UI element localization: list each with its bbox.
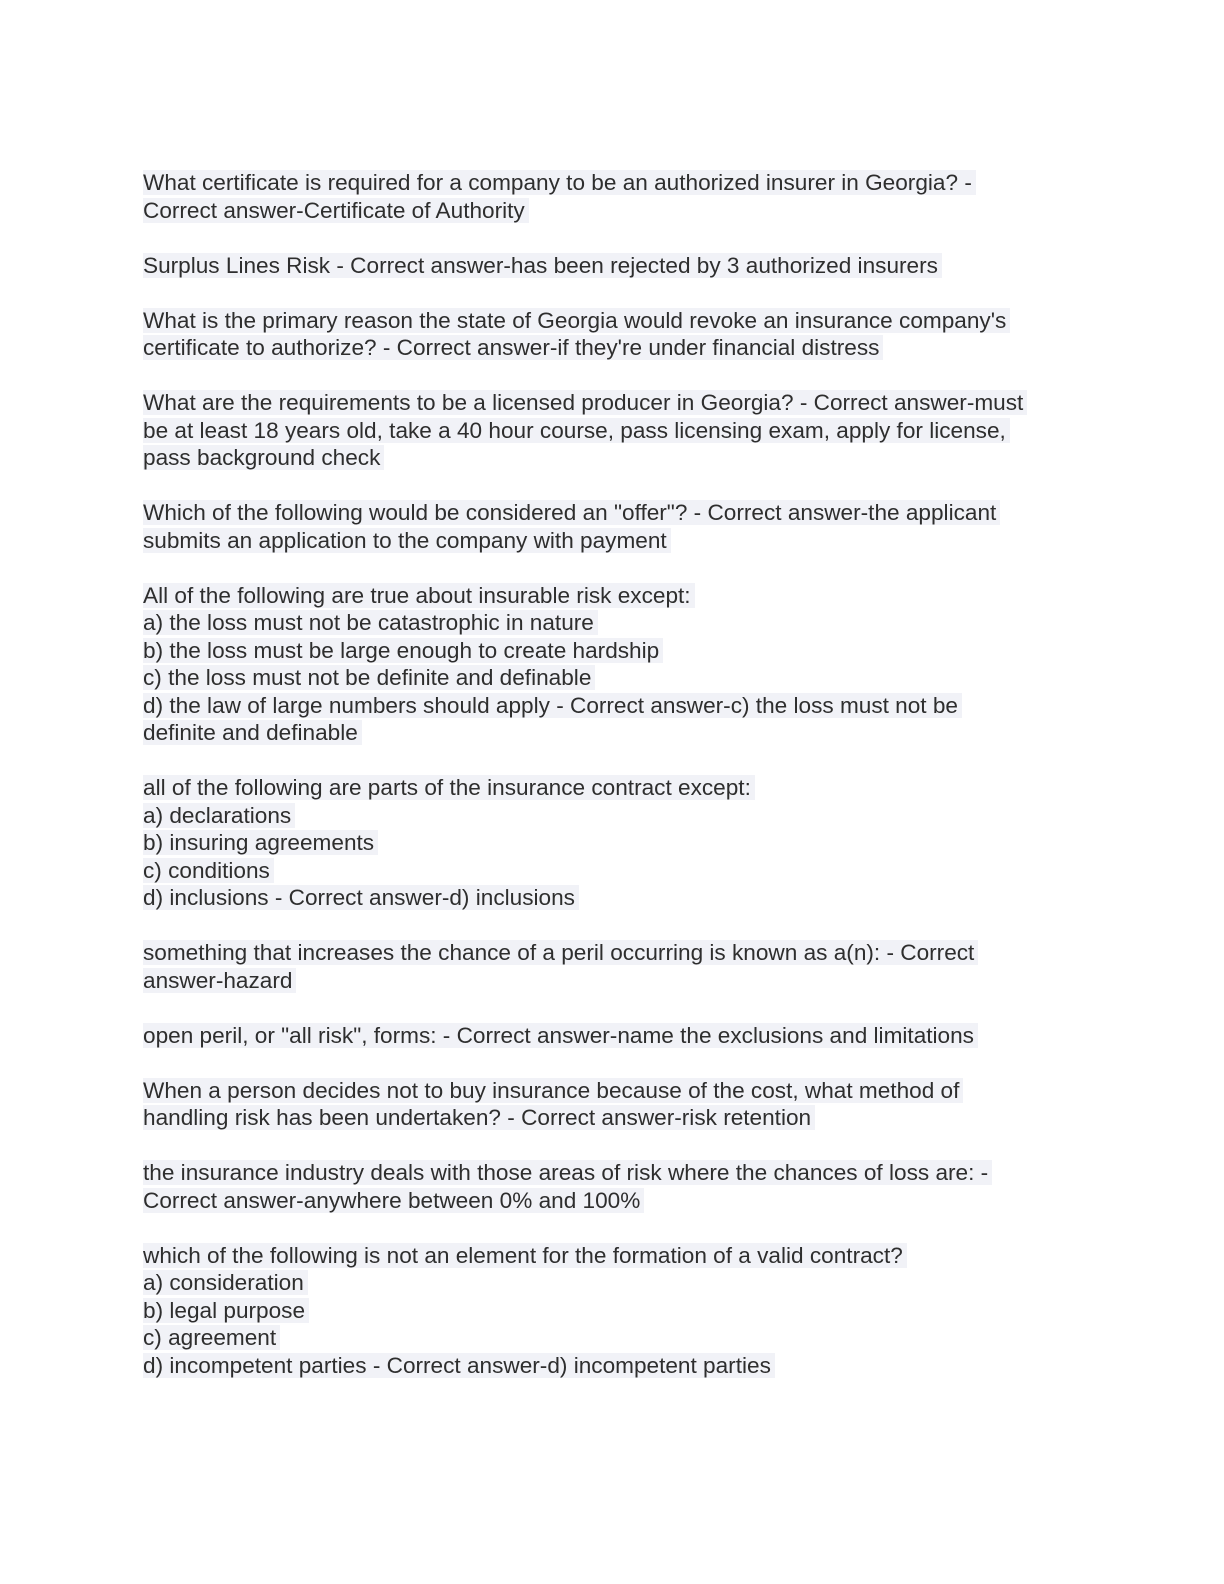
qa-text-line: b) legal purpose xyxy=(143,1298,309,1323)
qa-text-line: open peril, or "all risk", forms: - Correct answer-name the exclusions and limitations xyxy=(143,1023,978,1048)
qa-text-line: definite and definable xyxy=(143,720,362,745)
qa-text-line: Correct answer-anywhere between 0% and 100% xyxy=(143,1188,644,1213)
qa-text-line: a) consideration xyxy=(143,1270,308,1295)
qa-text-line: be at least 18 years old, take a 40 hour course, pass licensing exam, apply for license, xyxy=(143,418,1010,443)
qa-text-line: Which of the following would be considered an "offer"? - Correct answer-the applicant xyxy=(143,500,1000,525)
qa-item xyxy=(143,582,1083,747)
qa-item xyxy=(143,939,1083,994)
qa-text-line: pass background check xyxy=(143,445,384,470)
qa-text-line: When a person decides not to buy insurance because of the cost, what method of xyxy=(143,1078,963,1103)
qa-text-line: something that increases the chance of a peril occurring is known as a(n): - Correct xyxy=(143,940,978,965)
qa-text-line: b) the loss must be large enough to create hardship xyxy=(143,638,663,663)
qa-text-line: d) inclusions - Correct answer-d) inclusions xyxy=(143,885,579,910)
qa-item xyxy=(143,252,1083,280)
qa-item xyxy=(143,1022,1083,1050)
qa-text-line: which of the following is not an element for the formation of a valid contract? xyxy=(143,1243,907,1268)
qa-text-line: handling risk has been undertaken? - Correct answer-risk retention xyxy=(143,1105,815,1130)
qa-item xyxy=(143,389,1083,472)
qa-text-line: certificate to authorize? - Correct answer-if they're under financial distress xyxy=(143,335,883,360)
qa-text-line: What is the primary reason the state of Georgia would revoke an insurance company's xyxy=(143,308,1010,333)
qa-text-line: Surplus Lines Risk - Correct answer-has been rejected by 3 authorized insurers xyxy=(143,253,942,278)
qa-item xyxy=(143,1242,1083,1380)
qa-text-line: d) incompetent parties - Correct answer-d) incompetent parties xyxy=(143,1353,775,1378)
qa-text-line: answer-hazard xyxy=(143,968,296,993)
qa-text-line: c) the loss must not be definite and definable xyxy=(143,665,595,690)
qa-item xyxy=(143,1159,1083,1214)
qa-text-line: all of the following are parts of the insurance contract except: xyxy=(143,775,755,800)
qa-item xyxy=(143,774,1083,912)
qa-item xyxy=(143,1077,1083,1132)
qa-text-line: submits an application to the company with payment xyxy=(143,528,671,553)
qa-text-line: d) the law of large numbers should apply - Correct answer-c) the loss must not be xyxy=(143,693,962,718)
qa-list xyxy=(143,169,1083,1407)
qa-text-line: the insurance industry deals with those areas of risk where the chances of loss are: - xyxy=(143,1160,992,1185)
qa-text-line: a) declarations xyxy=(143,803,295,828)
qa-text-line: c) conditions xyxy=(143,858,274,883)
qa-text-line: c) agreement xyxy=(143,1325,280,1350)
qa-text-line: b) insuring agreements xyxy=(143,830,378,855)
qa-item xyxy=(143,307,1083,362)
qa-text-line: All of the following are true about insurable risk except: xyxy=(143,583,695,608)
qa-text-line: Correct answer-Certificate of Authority xyxy=(143,198,529,223)
qa-text-line: What are the requirements to be a licensed producer in Georgia? - Correct answer-must xyxy=(143,390,1027,415)
qa-item xyxy=(143,499,1083,554)
qa-item xyxy=(143,169,1083,224)
qa-text-line: What certificate is required for a company to be an authorized insurer in Georgia? - xyxy=(143,170,976,195)
qa-text-line: a) the loss must not be catastrophic in nature xyxy=(143,610,598,635)
